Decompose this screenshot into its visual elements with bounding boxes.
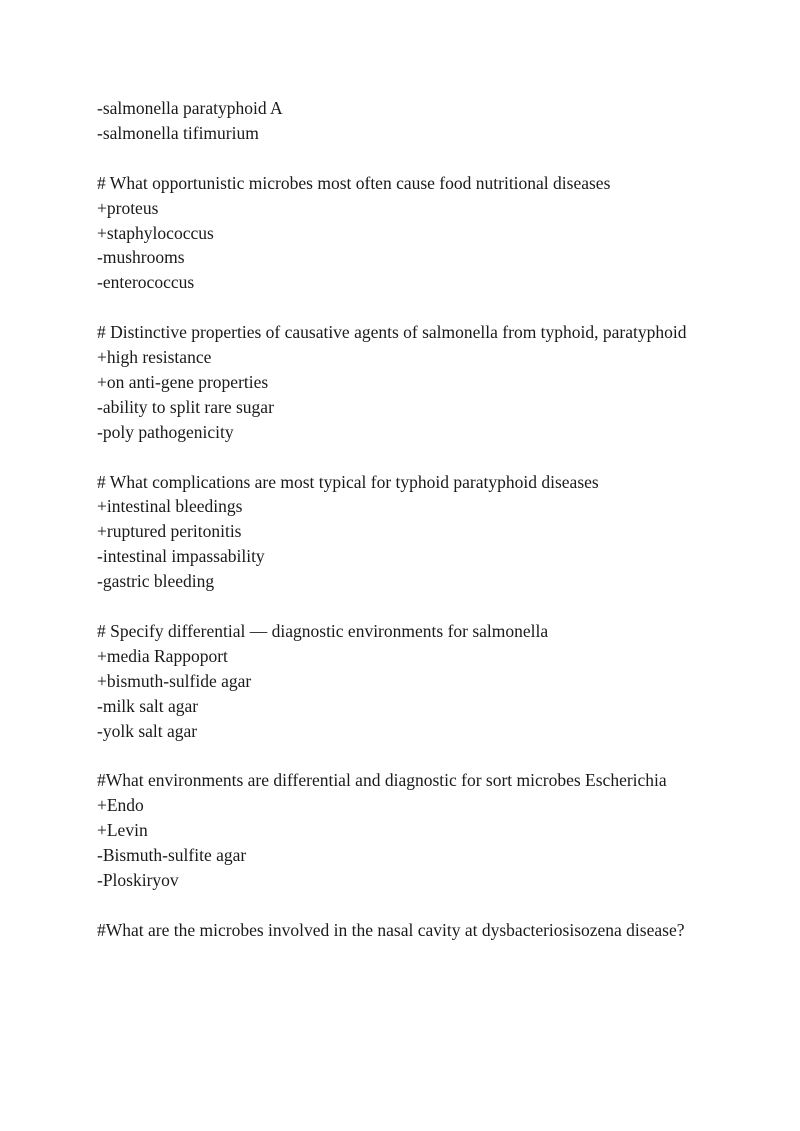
option-line: -poly pathogenicity — [97, 421, 234, 442]
option-line: -Bismuth-sulfite agar — [97, 845, 247, 866]
question-text: #What are the microbes involved in the nasal cavity at dysbacteriosisozena disease? — [97, 919, 685, 940]
option-line: +Endo — [97, 795, 144, 816]
option-line: +Levin — [97, 820, 148, 841]
question-text: # What opportunistic microbes most often cause food nutritional diseases — [97, 172, 611, 193]
option-line: -intestinal impassability — [97, 546, 265, 567]
question-block-3 — [97, 470, 737, 595]
option-line: +intestinal bleedings — [97, 496, 243, 517]
option-line: -gastric bleeding — [97, 571, 215, 592]
option-line: -milk salt agar — [97, 695, 199, 716]
option-line: -salmonella tifimurium — [97, 122, 259, 143]
question-text: #What environments are differential and diagnostic for sort microbes Escherichia — [97, 770, 667, 791]
option-line: +staphylococcus — [97, 222, 214, 243]
question-text: # What complications are most typical for typhoid paratyphoid diseases — [97, 471, 599, 492]
page-content — [97, 96, 737, 968]
option-line: -salmonella paratyphoid A — [97, 98, 283, 118]
option-line: +bismuth-sulfide agar — [97, 670, 252, 691]
question-block-2 — [97, 320, 737, 445]
option-line: -yolk salt agar — [97, 720, 198, 741]
question-block-6 — [97, 918, 737, 943]
question-text: # Distinctive properties of causative agents of salmonella from typhoid, paratyphoid — [97, 322, 687, 343]
intro-options-block — [97, 96, 737, 146]
option-line: +on anti-gene properties — [97, 371, 269, 392]
option-line: +media Rappoport — [97, 645, 228, 666]
option-line: -mushrooms — [97, 247, 185, 268]
question-block-1 — [97, 171, 737, 296]
option-line: +proteus — [97, 197, 159, 218]
option-line: +high resistance — [97, 347, 212, 368]
option-line: +ruptured peritonitis — [97, 521, 242, 542]
option-line: -Ploskiryov — [97, 870, 179, 891]
question-block-4 — [97, 619, 737, 744]
question-block-5 — [97, 768, 737, 893]
question-text: # Specify differential — diagnostic environments for salmonella — [97, 620, 549, 641]
option-line: -enterococcus — [97, 272, 195, 293]
option-line: -ability to split rare sugar — [97, 396, 274, 417]
